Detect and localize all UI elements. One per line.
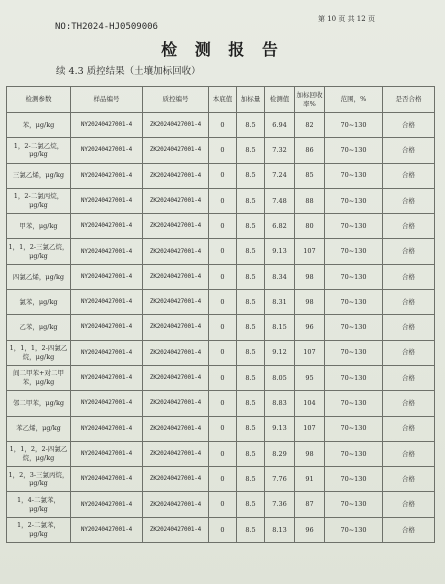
cell-measured: 7.76	[265, 467, 295, 492]
cell-measured: 7.32	[265, 138, 295, 163]
cell-background: 0	[209, 214, 237, 239]
cell-pass: 合格	[383, 517, 435, 542]
cell-range: 70~130	[325, 290, 383, 315]
cell-sample-no: NY20240427001-4	[71, 188, 143, 213]
cell-recovery: 104	[295, 391, 325, 416]
cell-sample-no: NY20240427001-4	[71, 138, 143, 163]
cell-background: 0	[209, 239, 237, 264]
cell-range: 70~130	[325, 467, 383, 492]
table-row	[7, 163, 435, 188]
cell-spike-amount: 8.5	[237, 517, 265, 542]
cell-background: 0	[209, 290, 237, 315]
cell-background: 0	[209, 138, 237, 163]
cell-sample-no: NY20240427001-4	[71, 492, 143, 517]
cell-qc-no: ZK20240427001-4	[143, 315, 209, 340]
col-header-qc-no: 质控编号	[143, 87, 209, 113]
cell-range: 70~130	[325, 163, 383, 188]
cell-measured: 8.05	[265, 365, 295, 390]
cell-sample-no: NY20240427001-4	[71, 365, 143, 390]
cell-spike-amount: 8.5	[237, 188, 265, 213]
cell-background: 0	[209, 517, 237, 542]
cell-range: 70~130	[325, 214, 383, 239]
cell-pass: 合格	[383, 239, 435, 264]
cell-range: 70~130	[325, 113, 383, 138]
cell-spike-amount: 8.5	[237, 138, 265, 163]
cell-recovery: 96	[295, 315, 325, 340]
table-row	[7, 517, 435, 542]
table-row	[7, 239, 435, 264]
cell-sample-no: NY20240427001-4	[71, 441, 143, 466]
cell-spike-amount: 8.5	[237, 441, 265, 466]
cell-pass: 合格	[383, 365, 435, 390]
cell-range: 70~130	[325, 188, 383, 213]
cell-sample-no: NY20240427001-4	[71, 113, 143, 138]
cell-measured: 7.24	[265, 163, 295, 188]
cell-parameter: 1，2-二氯苯，μg/kg	[7, 517, 71, 542]
cell-recovery: 98	[295, 441, 325, 466]
cell-sample-no: NY20240427001-4	[71, 239, 143, 264]
cell-pass: 合格	[383, 138, 435, 163]
cell-background: 0	[209, 492, 237, 517]
cell-qc-no: ZK20240427001-4	[143, 239, 209, 264]
cell-background: 0	[209, 264, 237, 289]
cell-spike-amount: 8.5	[237, 416, 265, 441]
cell-parameter: 苯，μg/kg	[7, 113, 71, 138]
cell-measured: 8.83	[265, 391, 295, 416]
cell-sample-no: NY20240427001-4	[71, 214, 143, 239]
cell-pass: 合格	[383, 492, 435, 517]
cell-qc-no: ZK20240427001-4	[143, 416, 209, 441]
cell-pass: 合格	[383, 113, 435, 138]
cell-background: 0	[209, 416, 237, 441]
cell-pass: 合格	[383, 391, 435, 416]
cell-recovery: 98	[295, 290, 325, 315]
table-row	[7, 214, 435, 239]
cell-recovery: 107	[295, 416, 325, 441]
cell-sample-no: NY20240427001-4	[71, 290, 143, 315]
cell-range: 70~130	[325, 365, 383, 390]
cell-qc-no: ZK20240427001-4	[143, 264, 209, 289]
cell-background: 0	[209, 188, 237, 213]
table-row	[7, 416, 435, 441]
cell-parameter: 邻二甲苯，μg/kg	[7, 391, 71, 416]
cell-spike-amount: 8.5	[237, 113, 265, 138]
page-number: 第 10 页 共 12 页	[318, 15, 375, 23]
cell-pass: 合格	[383, 467, 435, 492]
cell-qc-no: ZK20240427001-4	[143, 138, 209, 163]
table-row	[7, 113, 435, 138]
cell-range: 70~130	[325, 264, 383, 289]
cell-pass: 合格	[383, 340, 435, 365]
report-title: 检 测 报 告	[161, 40, 284, 59]
table-row	[7, 290, 435, 315]
table-row	[7, 315, 435, 340]
cell-spike-amount: 8.5	[237, 163, 265, 188]
cell-spike-amount: 8.5	[237, 365, 265, 390]
cell-qc-no: ZK20240427001-4	[143, 391, 209, 416]
cell-spike-amount: 8.5	[237, 467, 265, 492]
cell-sample-no: NY20240427001-4	[71, 315, 143, 340]
cell-measured: 8.31	[265, 290, 295, 315]
cell-qc-no: ZK20240427001-4	[143, 214, 209, 239]
col-header-parameter: 检测参数	[7, 87, 71, 113]
cell-pass: 合格	[383, 214, 435, 239]
cell-parameter: 1，1，2-三氯乙烷，μg/kg	[7, 239, 71, 264]
cell-measured: 7.48	[265, 188, 295, 213]
cell-qc-no: ZK20240427001-4	[143, 163, 209, 188]
cell-spike-amount: 8.5	[237, 239, 265, 264]
cell-qc-no: ZK20240427001-4	[143, 340, 209, 365]
cell-spike-amount: 8.5	[237, 315, 265, 340]
cell-measured: 8.34	[265, 264, 295, 289]
cell-recovery: 80	[295, 214, 325, 239]
cell-range: 70~130	[325, 340, 383, 365]
cell-background: 0	[209, 441, 237, 466]
cell-measured: 8.15	[265, 315, 295, 340]
cell-range: 70~130	[325, 492, 383, 517]
cell-parameter: 1，4-二氯苯，μg/kg	[7, 492, 71, 517]
cell-parameter: 1，2，3-三氯丙烷，μg/kg	[7, 467, 71, 492]
cell-qc-no: ZK20240427001-4	[143, 467, 209, 492]
cell-parameter: 乙苯，μg/kg	[7, 315, 71, 340]
cell-recovery: 107	[295, 340, 325, 365]
cell-background: 0	[209, 365, 237, 390]
table-row	[7, 264, 435, 289]
cell-recovery: 98	[295, 264, 325, 289]
cell-range: 70~130	[325, 391, 383, 416]
cell-background: 0	[209, 113, 237, 138]
cell-background: 0	[209, 391, 237, 416]
cell-pass: 合格	[383, 163, 435, 188]
cell-background: 0	[209, 163, 237, 188]
cell-recovery: 91	[295, 467, 325, 492]
cell-qc-no: ZK20240427001-4	[143, 113, 209, 138]
cell-qc-no: ZK20240427001-4	[143, 290, 209, 315]
cell-range: 70~130	[325, 517, 383, 542]
table-row	[7, 340, 435, 365]
cell-measured: 8.13	[265, 517, 295, 542]
cell-sample-no: NY20240427001-4	[71, 467, 143, 492]
cell-measured: 8.29	[265, 441, 295, 466]
cell-recovery: 82	[295, 113, 325, 138]
cell-pass: 合格	[383, 264, 435, 289]
cell-measured: 9.13	[265, 416, 295, 441]
cell-parameter: 间二甲苯+对二甲苯，μg/kg	[7, 365, 71, 390]
cell-measured: 9.13	[265, 239, 295, 264]
cell-recovery: 107	[295, 239, 325, 264]
cell-parameter: 三氯乙烯，μg/kg	[7, 163, 71, 188]
cell-parameter: 四氯乙烯，μg/kg	[7, 264, 71, 289]
cell-qc-no: ZK20240427001-4	[143, 492, 209, 517]
table-row	[7, 467, 435, 492]
cell-spike-amount: 8.5	[237, 214, 265, 239]
col-header-background: 本底值	[209, 87, 237, 113]
cell-range: 70~130	[325, 315, 383, 340]
cell-sample-no: NY20240427001-4	[71, 340, 143, 365]
cell-recovery: 96	[295, 517, 325, 542]
cell-recovery: 87	[295, 492, 325, 517]
table-body	[7, 113, 435, 543]
report-number: NO:TH2024-HJ0509006	[55, 22, 158, 32]
cell-sample-no: NY20240427001-4	[71, 391, 143, 416]
cell-measured: 6.94	[265, 113, 295, 138]
cell-spike-amount: 8.5	[237, 492, 265, 517]
cell-sample-no: NY20240427001-4	[71, 264, 143, 289]
cell-pass: 合格	[383, 441, 435, 466]
table-row	[7, 365, 435, 390]
table-row	[7, 138, 435, 163]
table-row	[7, 441, 435, 466]
cell-qc-no: ZK20240427001-4	[143, 517, 209, 542]
cell-parameter: 苯乙烯，μg/kg	[7, 416, 71, 441]
cell-pass: 合格	[383, 315, 435, 340]
qc-results-table	[6, 86, 435, 543]
col-header-sample-no: 样品编号	[71, 87, 143, 113]
cell-qc-no: ZK20240427001-4	[143, 441, 209, 466]
cell-recovery: 85	[295, 163, 325, 188]
cell-recovery: 88	[295, 188, 325, 213]
cell-range: 70~130	[325, 441, 383, 466]
cell-measured: 7.36	[265, 492, 295, 517]
cell-sample-no: NY20240427001-4	[71, 163, 143, 188]
cell-parameter: 1，2-二氯乙烷，μg/kg	[7, 138, 71, 163]
cell-pass: 合格	[383, 188, 435, 213]
col-header-measured: 检测值	[265, 87, 295, 113]
cell-range: 70~130	[325, 239, 383, 264]
cell-sample-no: NY20240427001-4	[71, 517, 143, 542]
cell-spike-amount: 8.5	[237, 264, 265, 289]
cell-qc-no: ZK20240427001-4	[143, 365, 209, 390]
cell-recovery: 86	[295, 138, 325, 163]
cell-pass: 合格	[383, 290, 435, 315]
table-header-row	[7, 87, 435, 113]
cell-sample-no: NY20240427001-4	[71, 416, 143, 441]
cell-parameter: 甲苯，μg/kg	[7, 214, 71, 239]
section-subtitle: 续 4.3 质控结果（土壤加标回收）	[56, 66, 201, 77]
cell-parameter: 1，1，2，2-四氯乙烷，μg/kg	[7, 441, 71, 466]
cell-range: 70~130	[325, 416, 383, 441]
cell-recovery: 95	[295, 365, 325, 390]
col-header-range: 范围，%	[325, 87, 383, 113]
cell-parameter: 氯苯，μg/kg	[7, 290, 71, 315]
cell-range: 70~130	[325, 138, 383, 163]
cell-measured: 9.12	[265, 340, 295, 365]
table-row	[7, 391, 435, 416]
table-row	[7, 492, 435, 517]
col-header-spike-amount: 加标量	[237, 87, 265, 113]
cell-parameter: 1，2-二氯丙烷，μg/kg	[7, 188, 71, 213]
cell-spike-amount: 8.5	[237, 340, 265, 365]
cell-background: 0	[209, 467, 237, 492]
cell-parameter: 1，1，1，2-四氯乙烷，μg/kg	[7, 340, 71, 365]
cell-pass: 合格	[383, 416, 435, 441]
col-header-pass: 是否合格	[383, 87, 435, 113]
cell-background: 0	[209, 315, 237, 340]
cell-spike-amount: 8.5	[237, 290, 265, 315]
table-row	[7, 188, 435, 213]
col-header-recovery: 加标回收率%	[295, 87, 325, 113]
cell-spike-amount: 8.5	[237, 391, 265, 416]
cell-background: 0	[209, 340, 237, 365]
cell-measured: 6.82	[265, 214, 295, 239]
cell-qc-no: ZK20240427001-4	[143, 188, 209, 213]
